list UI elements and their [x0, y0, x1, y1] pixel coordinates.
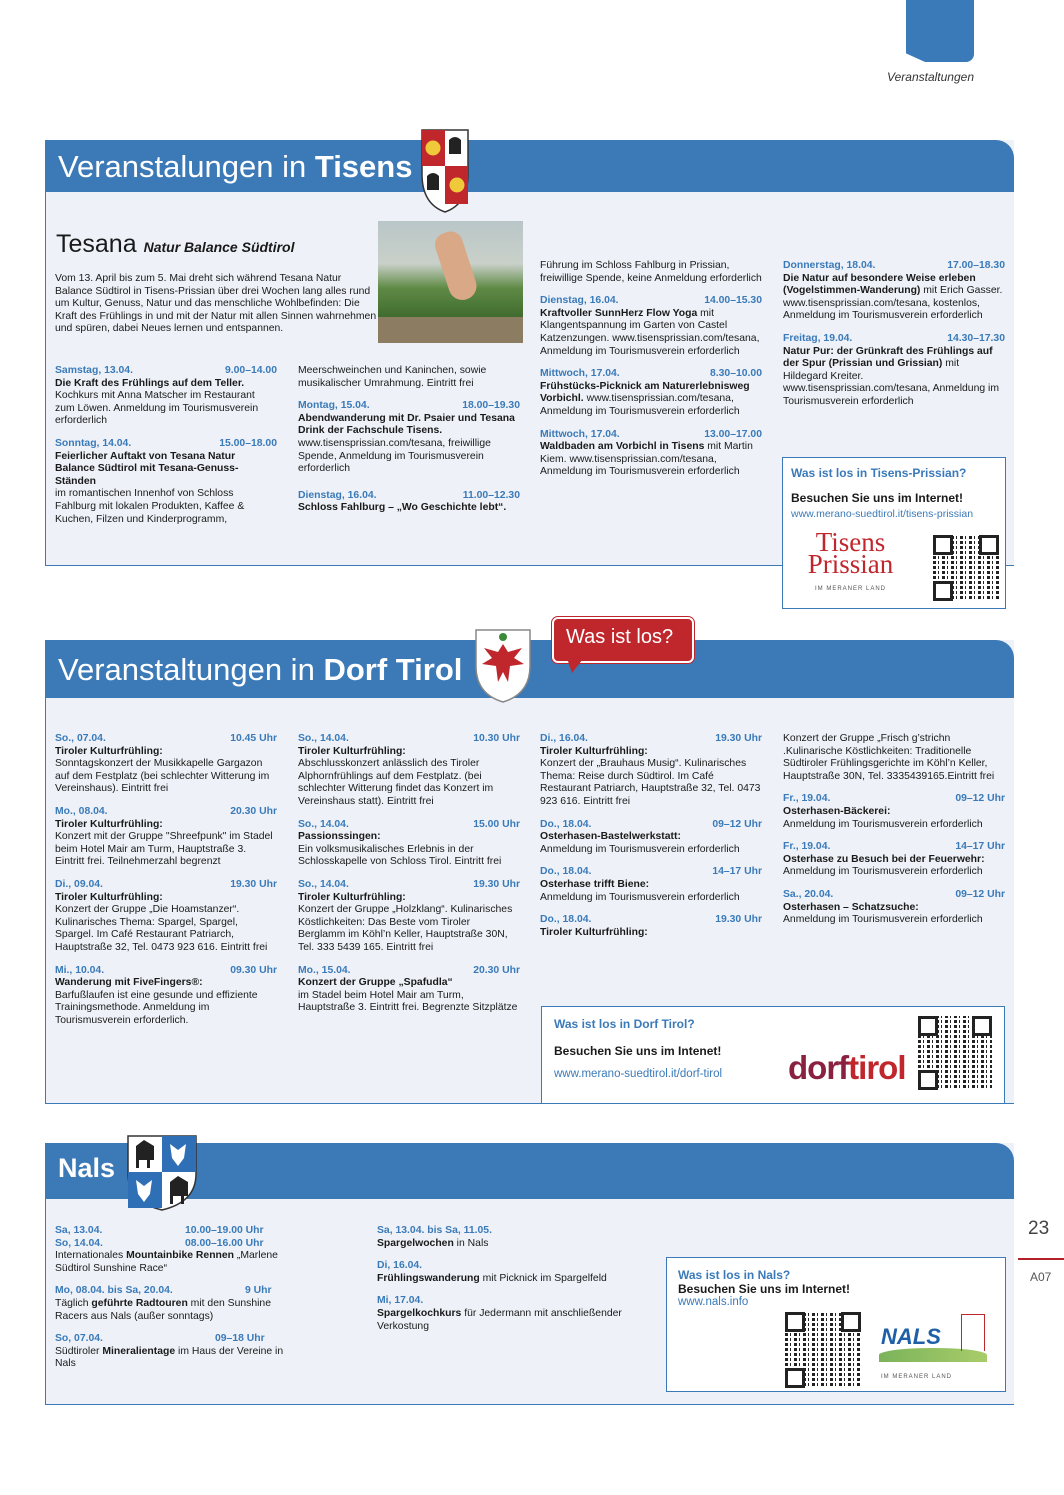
info-visit: Besuchen Sie uns im Intenet!	[554, 1044, 722, 1058]
dorf-tirol-logo: dorftirol	[788, 1049, 906, 1086]
tisens-header-band	[46, 140, 1014, 192]
info-question: Was ist los in Dorf Tirol?	[554, 1017, 695, 1031]
nals-coat-of-arms-icon	[124, 1132, 200, 1212]
tirol-col-3	[540, 733, 762, 949]
event-item: Di., 09.04. 19.30 Uhr Tiroler Kulturfrühling: Konzert der Gruppe „Die Hoamstanzer“. Kulinarisches Thema: Spargel, Spargel, Spargel. Im Café Restaurant Patriarch, Hauptstraße 32, Tel. 0473 923 616. Eintritt frei	[55, 878, 277, 953]
event-item: Donnerstag, 18.04. 17.00–18.30 Die Natur auf besondere Weise erleben (Vogelstimmen-Wanderung) mit Erich Gasser. www.tisensprissian.com/tesana, kostenlos, Anmeldung im Tourismusverein erforderlich	[783, 260, 1005, 322]
nals-title: Nals	[58, 1153, 116, 1183]
tesana-title: Tesana	[56, 230, 137, 258]
event-item: Mo., 08.04. 20.30 Uhr Tiroler Kulturfrühling: Konzert mit der Gruppe "Shreefpunk" im Stadel beim Hotel Mair am Turm, Hauptstraße 3. Eintritt frei. Teilnehmerzahl begrenzt	[55, 805, 277, 868]
tisens-col-3	[540, 260, 762, 489]
tisens-prissian-logo: Tisens Prissian IM MERANER LAND	[807, 527, 894, 592]
event-item: Mi., 10.04. 09.30 Uhr Wanderung mit FiveFingers®: Barfußlaufen ist eine gesunde und effiziente Trainingsmethode. Anmeldung im Tourismusverein erforderlich.	[55, 964, 277, 1026]
event-item: Do., 18.04. 19.30 Uhr Tiroler Kulturfrühling:	[540, 914, 762, 938]
tisens-coat-of-arms-icon	[418, 124, 472, 214]
event-item: Sa, 13.04. bis Sa, 11.05. Spargelwochen in Nals	[377, 1225, 492, 1249]
event-item: Do., 18.04. 09–12 Uhr Osterhasen-Bastelwerkstatt: Anmeldung im Tourismusverein erforderlich	[540, 818, 762, 855]
continued-text: Führung im Schloss Fahlburg in Prissian, freiwillige Spende, keine Anmeldung erforderlich	[540, 260, 762, 284]
dorf-tirol-section	[45, 640, 1014, 1104]
event-item: Fr., 19.04. 14–17 Uhr Osterhase zu Besuch bei der Feuerwehr: Anmeldung im Tourismusverein erforderlich	[783, 841, 1005, 878]
section-tab-marker	[906, 0, 974, 62]
event-item: Mittwoch, 17.04. 13.00–17.00 Waldbaden am Vorbichl in Tisens mit Martin Kiem. www.tisensprissian.com/tesana, Anmeldung im Tourismusverein erforderlich	[540, 428, 762, 478]
event-item: Dienstag, 16.04. 11.00–12.30 Schloss Fahlburg – „Wo Geschichte lebt“.	[298, 489, 520, 514]
event-item: So, 07.04. 09–18 Uhr Südtiroler Mineralientage im Haus der Vereine in Nals	[55, 1333, 284, 1370]
tisens-qr-code[interactable]	[933, 535, 999, 601]
barefoot-photo	[378, 221, 523, 343]
tesana-intro: Vom 13. April bis zum 5. Mai dreht sich während Tesana Natur Balance Südtirol in Tisens-Prissian über drei Wochen lang alles rund um Kultur, Genuss, Natur und das menschliche Wohlbefinden: Die Kraft des Frühlings in und mit der Natur mit allen Sinnen wahrnehmen und spüren, dabei Neues lernen und entspannen.	[55, 273, 377, 335]
tisens-col-2	[298, 365, 520, 525]
event-item: So., 07.04. 10.45 Uhr Tiroler Kulturfrühling: Sonntagskonzert der Musikkapelle Gargazon auf dem Festplatz (bei schlechter Witterung im Vereinshaus). Eintritt frei	[55, 733, 277, 795]
tirol-info-box	[541, 1006, 1005, 1104]
event-item: Di, 16.04. Frühlingswanderung mit Picknick im Spargelfeld	[377, 1260, 607, 1284]
nals-qr-code[interactable]	[785, 1312, 861, 1388]
tisens-section	[45, 140, 1014, 592]
event-item: Do., 18.04. 14–17 Uhr Osterhase trifft Biene: Anmeldung im Tourismusverein erforderlich	[540, 866, 762, 903]
page-number: 23	[1028, 1218, 1050, 1239]
event-item: Mittwoch, 17.04. 8.30–10.00 Frühstücks-Picknick am Naturerlebnisweg Vorbichl. www.tisensprissian.com/tesana, Anmeldung im Tourismusverein erforderlich	[540, 368, 762, 417]
event-item: Mo., 15.04. 20.30 Uhr Konzert der Gruppe „Spafudla“ im Stadel beim Hotel Mair am Turm, Hauptstraße 3. Eintritt frei. Begrenzte Sitzplätze	[298, 964, 520, 1014]
event-item: Sa., 20.04. 09–12 Uhr Osterhasen – Schatzsuche: Anmeldung im Tourismusverein erforderlich	[783, 888, 1005, 926]
running-head: Veranstaltungen	[887, 70, 974, 84]
tisens-info-box	[782, 457, 1006, 609]
tisens-col-4	[783, 260, 1005, 419]
bubble-tail	[566, 655, 586, 673]
tirol-col-1	[55, 733, 277, 1037]
info-question: Was ist los in Nals?	[678, 1268, 791, 1282]
event-item: Di., 16.04. 19.30 Uhr Tiroler Kulturfrühling: Konzert der „Brauhaus Musig“. Kulinarisches Thema: Reise durch Südtirol. Im Café Restaurant Patriarch, Hauptstraße 32, Tel. 0473 923 616. Eintritt frei	[540, 733, 762, 807]
wooden-beam	[378, 317, 523, 343]
tirol-col-4	[783, 733, 1005, 937]
event-item: Mi, 17.04. Spargelkochkurs für Jedermann mit anschließender Verkostung	[377, 1295, 622, 1332]
page-number-rule	[1018, 1258, 1064, 1260]
nals-info-box	[666, 1257, 1006, 1392]
continued-text: Meerschweinchen und Kaninchen, sowie musikalischer Umrahmung. Eintritt frei	[298, 365, 487, 389]
page-code: A07	[1030, 1270, 1052, 1284]
event-item: So., 14.04. 19.30 Uhr Tiroler Kulturfrühling: Konzert der Gruppe „Holzklang“. Kulinarisches Köstlichkeiten: Das Beste vom Tiroler Berglamm im Köhl’n Keller, Hauptstraße 30N, Tel. 333 5439 165. Eintritt frei	[298, 878, 520, 953]
event-item: Montag, 15.04. 18.00–19.30 Abendwanderung mit Dr. Psaier und Tesana Drink der Fachschule Tisens. www.tisensprissian.com/tesana, freiwillige Spende, Anmeldung im Tourismusverein erforderlich	[298, 400, 520, 475]
tirol-qr-code[interactable]	[918, 1016, 992, 1090]
tesana-subtitle: Natur Balance Südtirol	[143, 239, 295, 255]
tisens-website-link[interactable]: www.merano-suedtirol.it/tisens-prissian	[791, 508, 974, 520]
tirol-title: Veranstaltungen in Dorf Tirol	[58, 652, 463, 687]
info-visit: Besuchen Sie uns im Internet!	[678, 1282, 851, 1296]
tirol-col-2	[298, 733, 520, 1025]
nals-col-1	[55, 1225, 287, 1371]
bubble-text: Was ist los?	[566, 626, 674, 648]
nals-website-link[interactable]: www.nals.info	[678, 1296, 749, 1308]
event-item: Sa, 13.04. 10.00–19.00 Uhr So, 14.04. 08.00–16.00 Uhr Internationales Mountainbike Rennen „Marlene Südtirol Sunshine Race“	[55, 1225, 278, 1274]
foot-shape	[432, 228, 480, 303]
tisens-col-1	[55, 365, 277, 536]
event-item: Freitag, 19.04. 14.30–17.30 Natur Pur: der Grünkraft des Frühlings auf der Spur (Prissian und Grissian) mit Hildegard Kreiter. www.tisensprissian.com/tesana, Anmeldung im Tourismusverein erforderlich	[783, 332, 1005, 407]
info-visit: Besuchen Sie uns im Internet!	[791, 491, 964, 505]
event-item: Sonntag, 14.04. 15.00–18.00 Feierlicher Auftakt von Tesana Natur Balance Südtirol mit Tesana-Genuss-Ständen im romantischen Innenhof von Schloss Fahlburg mit lokalen Produkten, Kaffee & Kuchen, Filzen und Kinderprogramm,	[55, 437, 277, 525]
tisens-title: Veranstalungen in Tisens	[58, 149, 413, 184]
continued-text: Konzert der Gruppe „Frisch g’strichn .Kulinarische Köstlichkeiten: Traditionelle Südtiroler Frühlingsgerichte im Köhl’n Keller, Hauptstraße 30N, Tel. 3335439165.Eintritt frei	[783, 733, 995, 782]
event-item: Mo, 08.04. bis Sa, 20.04. 9 Uhr Täglich geführte Radtouren mit den Sunshine Racers aus Nals (außer sonntags)	[55, 1285, 272, 1322]
event-item: So., 14.04. 10.30 Uhr Tiroler Kulturfrühling: Abschlusskonzert anlässlich des Tiroler Alphornfrühlings auf dem Festplatz. (bei schlechter Witterung findet das Konzert im Vereinshaus statt). Eintritt frei	[298, 733, 520, 807]
event-item: Fr., 19.04. 09–12 Uhr Osterhasen-Bäckerei: Anmeldung im Tourismusverein erforderlich	[783, 793, 1005, 830]
nals-logo: NALS IM MERANER LAND	[879, 1308, 1001, 1388]
event-item: Dienstag, 16.04. 14.00–15.30 Kraftvoller SunnHerz Flow Yoga mit Klangentspannung im Garten von Castel Katzenzungen. www.tisensprissian.com/tesana, Anmeldung im Tourismusverein erforderlich	[540, 295, 762, 357]
tesana-heading	[56, 230, 295, 259]
event-item: So., 14.04. 15.00 Uhr Passionssingen: Ein volksmusikalisches Erlebnis in der Schlosskapelle von Schloss Tirol. Eintritt frei	[298, 818, 520, 868]
tirol-eagle-shield-icon	[472, 626, 534, 704]
event-item: Samstag, 13.04. 9.00–14.00 Die Kraft des Frühlings auf dem Teller. Kochkurs mit Anna Matscher im Restaurant zum Löwen. Anmeldung im Tourismusverein erforderlich	[55, 365, 277, 427]
nals-col-2	[377, 1225, 627, 1343]
logo-tower	[961, 1314, 985, 1351]
info-question: Was ist los in Tisens-Prissian?	[791, 466, 967, 480]
tirol-website-link[interactable]: www.merano-suedtirol.it/dorf-tirol	[554, 1068, 723, 1080]
